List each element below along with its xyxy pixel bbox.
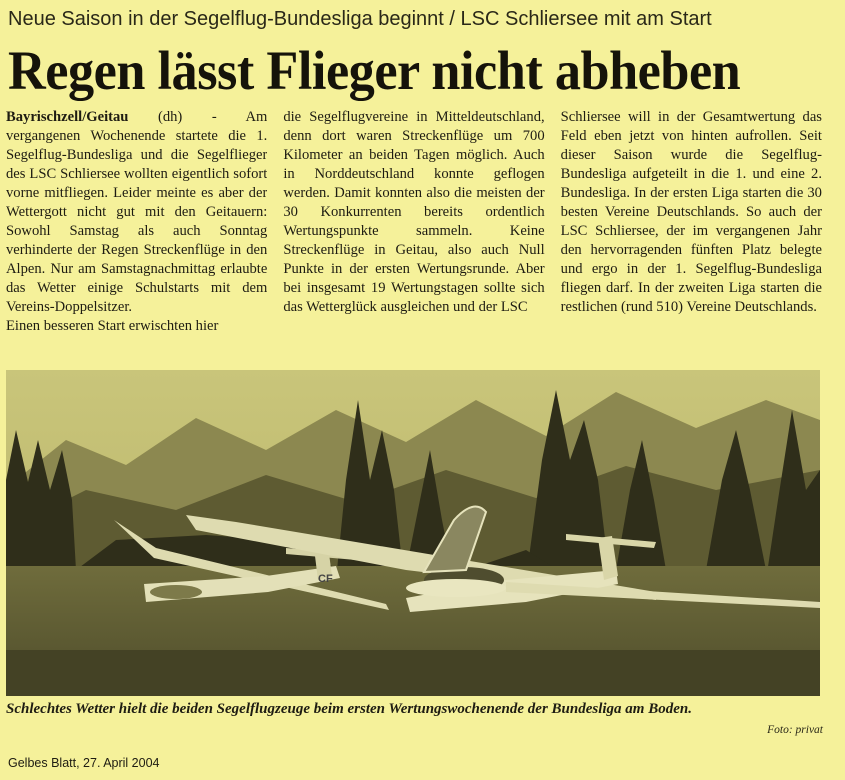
column-1-paragraph-2: Einen besseren Start erwischten hier [6,318,219,334]
dateline: Bayrischzell/Geitau [6,109,129,125]
headline: Regen lässt Flieger nicht abheben [8,40,741,101]
article-body [6,108,822,370]
kicker-line: Neue Saison in der Segelflug-Bundesliga beginnt / LSC Schliersee mit am Start [8,8,712,30]
author-mark: (dh) - [157,109,217,125]
photo-illustration [6,370,820,696]
photo-credit: Foto: privat [767,724,823,736]
column-1-text: Am vergangenen Wochenende startete die 1. Segelflug-Bundesliga und die Segelflieger des LSC Schliersee wollten eigentlich sofort vorne mitfliegen. Leider meinte es aber der Wettergott nicht gut mit den Geitauern: Sowohl Samstag als auch Sonntag verhinderte der Regen Streckenflüge in den Alpen. Nur am Samstagnachmittag erlaubte das Wetter einige Schulstarts mit dem Vereins-Doppelsitzer. [6,109,268,315]
photo-caption: Schlechtes Wetter hielt die beiden Segelflugzeuge beim ersten Wertungswochenende der Bundesliga am Boden. [6,701,692,717]
column-2-text: die Segelflugvereine in Mitteldeutschland, denn dort waren Streckenflüge um 700 Kilometer an beiden Tagen möglich. Auch in Norddeutschland konnte geflogen werden. Damit konnten also die meisten der 30 Konkurrenten bereits ordentlich Wertungspunkte sammeln. Keine Streckenflüge in Geitau, also auch Null Punkte in der ersten Wertungsrunde. Aber bei insgesamt 19 Wertungstagen sollte sich das Wetterglück ausgleichen und der LSC [283,109,545,315]
article-column-2 [283,108,544,370]
article-column-3 [561,108,822,370]
source-line: Gelbes Blatt, 27. April 2004 [8,756,160,770]
column-3-text: Schliersee will in der Gesamtwertung das Feld eben jetzt von hinten aufrollen. Seit dieser Saison wurde die Segelflug-Bundesliga aufgeteilt in die 1. und eine 2. Bundesliga. In der ersten Liga starten die 30 besten Vereine Deutschlands. So auch der LSC Schliersee, der im vergangenen Jahr den hervorragenden fünften Platz belegte und ergo in der 1. Segelflug-Bundesliga fliegen darf. In der zweiten Liga starten die restlichen (rund 510) Vereine Deutschlands. [560,109,822,315]
article-column-1 [6,108,267,370]
photo-gliders [6,370,820,696]
glider-marking: CF [318,573,333,585]
